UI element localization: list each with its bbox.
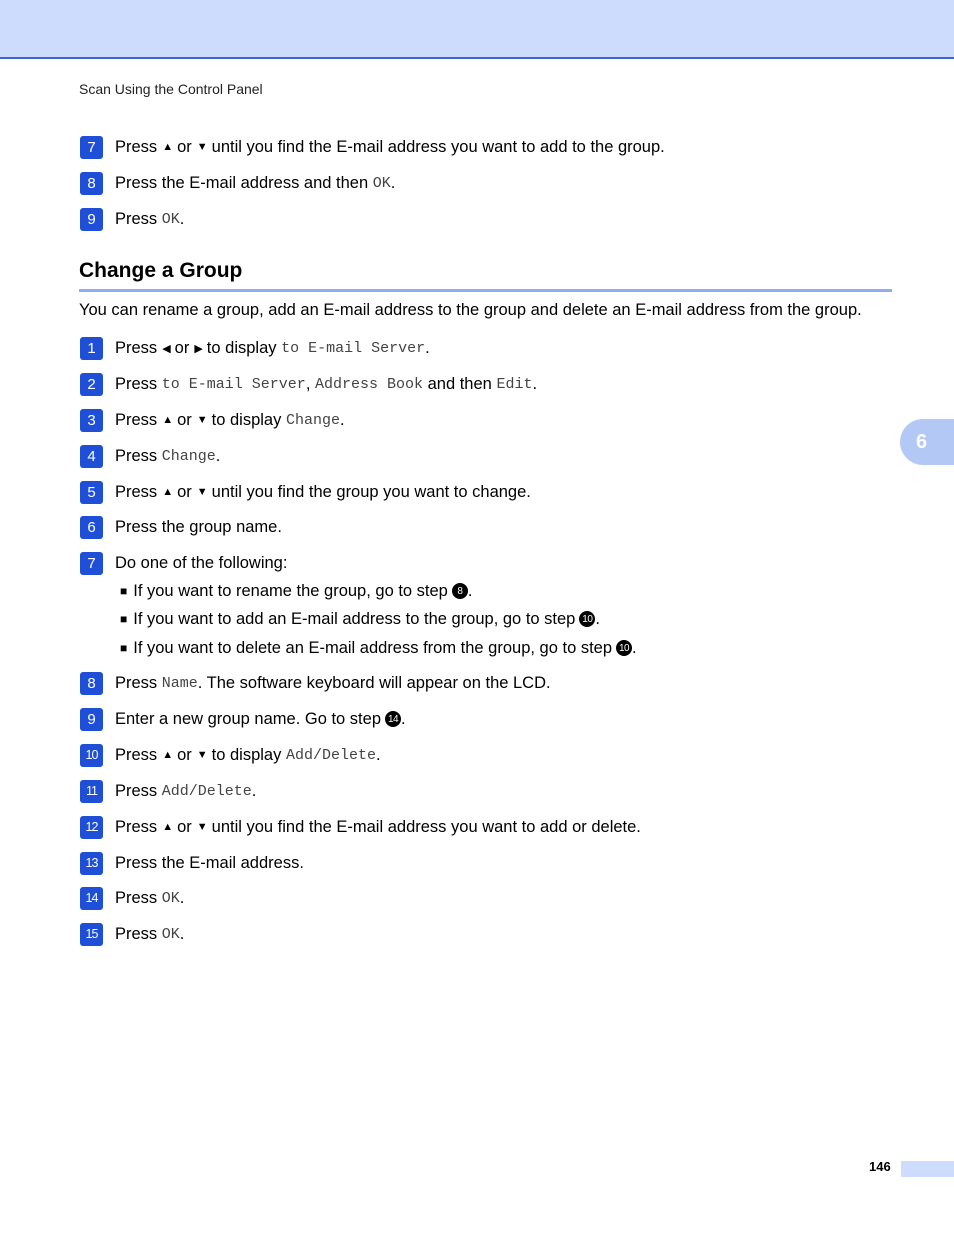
press-label: Press [115,338,158,357]
press-label: Press [115,673,158,692]
lcd-text: Address Book [314,375,424,393]
chapter-tab[interactable]: 6 [900,419,954,465]
step-text: until you find the E-mail address you want to add to the group. [211,137,665,156]
lcd-text: to E-mail Server [161,375,306,393]
step-3: 3 Press ▲ or ▼ to display Change . [80,408,345,432]
or-label: or [177,410,192,429]
step-text: to display [211,410,282,429]
or-label: or [177,817,192,836]
press-label: Press [115,209,158,228]
bullet-text: If you want to delete an E-mail address from the group, go to step [133,638,613,657]
or-label: or [177,137,192,156]
step-number: 7 [80,136,103,159]
press-label: Press [115,888,158,907]
bullet-item: ■ If you want to add an E-mail address to the group, go to step 10 . [120,609,600,628]
step-number: 3 [80,409,103,432]
press-label: Press [115,781,158,800]
step-number: 8 [80,672,103,695]
bullet-square-icon: ■ [120,641,128,655]
bullet-item: ■ If you want to delete an E-mail address from the group, go to step 10 . [120,638,637,657]
or-label: or [177,482,192,501]
up-arrow-icon: ▲ [162,749,174,761]
down-arrow-icon: ▼ [196,141,208,153]
step-text: to display [211,745,282,764]
step-text: and then [427,374,492,393]
step-number: 9 [80,708,103,731]
step-number: 11 [80,780,103,803]
running-header: Scan Using the Control Panel [79,81,263,97]
lcd-text: Change [161,447,216,465]
step-14: 14 Press OK . [80,886,184,910]
step-6 [80,515,282,539]
step-text: Do one of the following: [115,553,288,572]
bullet-text: If you want to add an E-mail address to the group, go to step [133,609,576,628]
lcd-text: OK [161,925,180,943]
step-13 [80,851,304,875]
or-label: or [174,338,190,357]
footer-band [901,1161,954,1177]
step-reference-badge[interactable]: 10 [616,640,632,656]
lcd-text: Name [161,674,198,692]
step-reference-badge[interactable]: 8 [452,583,468,599]
step-11: 11 Press Add/Delete . [80,779,256,803]
down-arrow-icon: ▼ [196,821,208,833]
step-number: 10 [80,744,103,767]
up-arrow-icon: ▲ [162,414,174,426]
step-number: 6 [80,516,103,539]
lcd-text: OK [372,174,391,192]
press-label: Press [115,482,158,501]
step-text: . The software keyboard will appear on the LCD. [197,673,551,692]
up-arrow-icon: ▲ [162,141,174,153]
lcd-text: Add/Delete [285,746,376,764]
step-number: 5 [80,481,103,504]
step-text: until you find the E-mail address you want to add or delete. [211,817,641,836]
step-text: Press the E-mail address and then [115,173,369,192]
step-number: 8 [80,172,103,195]
press-label: Press [115,817,158,836]
step-reference-badge[interactable]: 10 [579,611,595,627]
step-15: 15 Press OK . [80,922,184,946]
section-intro: You can rename a group, add an E-mail address to the group and delete an E-mail address from the group. [79,301,862,319]
step-10: 10 Press ▲ or ▼ to display Add/Delete . [80,743,381,767]
step-number: 7 [80,552,103,575]
step-12 [80,815,641,839]
left-arrow-icon: ◀ [162,342,171,355]
bullet-item: ■ If you want to rename the group, go to step 8 . [120,581,473,600]
step-8 [80,671,551,695]
lcd-text: Add/Delete [161,782,252,800]
step-number: 12 [80,816,103,839]
or-label: or [177,745,192,764]
step-text: Press the E-mail address. [115,853,304,872]
step-number: 13 [80,852,103,875]
down-arrow-icon: ▼ [196,414,208,426]
step-reference-badge[interactable]: 14 [385,711,401,727]
page-number: 146 [869,1159,891,1174]
step-9: 9 Enter a new group name. Go to step 14 . [80,707,406,731]
step-2: 2 Press to E-mail Server , Address Book and then Edit . [80,372,537,396]
press-label: Press [115,745,158,764]
step-number: 15 [80,923,103,946]
step-5 [80,480,531,504]
lcd-text: OK [161,210,180,228]
step-8-top: 8 Press the E-mail address and then OK . [80,171,395,195]
step-number: 2 [80,373,103,396]
down-arrow-icon: ▼ [196,486,208,498]
press-label: Press [115,374,158,393]
step-text: until you find the group you want to change. [211,482,531,501]
step-number: 4 [80,445,103,468]
section-divider [79,289,892,292]
step-text: Press the group name. [115,517,282,536]
bullet-square-icon: ■ [120,612,128,626]
step-9-top: 9 Press OK . [80,207,184,231]
lcd-text: to E-mail Server [281,339,426,357]
step-7-top [80,135,665,159]
press-label: Press [115,410,158,429]
lcd-text: Edit [496,375,533,393]
top-header-band [0,0,954,59]
lcd-text: OK [161,889,180,907]
bullet-text: If you want to rename the group, go to step [133,581,448,600]
step-number: 9 [80,208,103,231]
section-title: Change a Group [79,259,243,282]
press-label: Press [115,924,158,943]
lcd-text: Change [285,411,340,429]
press-label: Press [115,137,158,156]
step-text: to display [206,338,277,357]
right-arrow-icon: ▶ [194,342,203,355]
step-1: 1 Press ◀ or ▶ to display to E-mail Server . [80,336,430,360]
down-arrow-icon: ▼ [196,749,208,761]
step-number: 1 [80,337,103,360]
press-label: Press [115,446,158,465]
step-7 [80,551,287,575]
step-4: 4 Press Change . [80,444,220,468]
bullet-square-icon: ■ [120,584,128,598]
step-text: Enter a new group name. Go to step [115,709,381,728]
step-number: 14 [80,887,103,910]
up-arrow-icon: ▲ [162,486,174,498]
up-arrow-icon: ▲ [162,821,174,833]
